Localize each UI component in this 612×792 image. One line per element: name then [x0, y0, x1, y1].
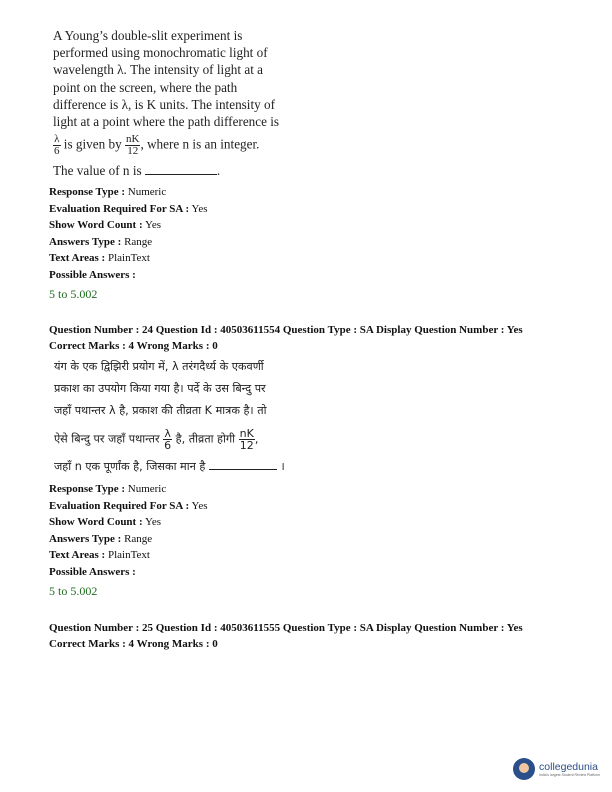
- question-line: point on the screen, where the path: [53, 79, 238, 95]
- possible-answers-row: Possible Answers :: [49, 268, 136, 281]
- hindi-line: प्रकाश का उपयोग किया गया है। पर्दे के उस बिन्दु पर: [54, 382, 266, 395]
- question-line: A Young’s double-slit experiment is: [53, 28, 243, 43]
- question-24-meta: [49, 481, 349, 599]
- response-type-row: Response Type : Numeric: [49, 186, 167, 198]
- hindi-formula-line: ऐसे बिन्दु पर जहाँ पथान्तर $\frac{\lambda}{6}$ है, तीव्रता होगी $\frac{nK}{12}$ ,: [54, 427, 259, 452]
- question-formula-line: [53, 134, 303, 162]
- hindi-value-line: जहाँ n एक पूर्णांक है, जिसका मान है ।: [54, 460, 285, 473]
- word-count-row: Show Word Count : Yes: [49, 516, 161, 529]
- fraction-lambda-over-6: $\frac{\lambda}{6}$: [164, 427, 172, 452]
- hindi-line: यंग के एक द्विझिरी प्रयोग में, λ तरंगदैर्ध्य के एकवर्णी: [54, 360, 264, 373]
- answer-blank: [145, 174, 217, 175]
- question-23-meta: [49, 184, 349, 302]
- logo-name: collegedunia: [539, 760, 598, 773]
- answers-type-row: Answers Type : Range: [49, 235, 153, 248]
- value-line: The value of n is .: [53, 163, 221, 179]
- is-given-by-text: is given by: [63, 136, 122, 152]
- fraction-nk-over-12: $\frac{nK}{12}$: [239, 427, 254, 452]
- possible-answers-row: Possible Answers :: [49, 565, 136, 578]
- evaluation-row: Evaluation Required For SA : Yes: [49, 202, 208, 215]
- formula-tail: , where n is an integer.: [140, 136, 260, 152]
- answers-type-row: Answers Type : Range: [49, 532, 153, 545]
- question-25-header: Question Number : 25 Question Id : 40503611555 Question Type : SA Display Question Number : Yes Correct Marks : 4 Wrong Marks : 0: [49, 622, 523, 650]
- word-count-row: Show Word Count : Yes: [49, 219, 161, 232]
- answer-blank: [209, 469, 277, 470]
- question-24-hindi-text: [54, 356, 304, 478]
- question-24-header: Question Number : 24 Question Id : 40503611554 Question Type : SA Display Question Number : Yes Correct Marks : 4 Wrong Marks : 0: [49, 324, 523, 352]
- fraction-nk-over-12: $\frac{nK}{12}$: [125, 133, 140, 158]
- student-avatar-icon: [513, 758, 535, 780]
- question-line: light at a point where the path difference is: [53, 114, 280, 130]
- question-23-text: [53, 27, 303, 179]
- collegedunia-logo: [513, 758, 600, 780]
- fraction-lambda-over-6: $\frac{\lambda}{6}$: [54, 133, 60, 158]
- question-line: difference is λ, is K units. The intensity of: [53, 96, 275, 112]
- response-type-row: Response Type : Numeric: [49, 483, 167, 495]
- question-line: wavelength λ. The intensity of light at a: [53, 62, 264, 78]
- possible-answer-value: 5 to 5.002: [49, 583, 98, 598]
- possible-answer-value: 5 to 5.002: [49, 286, 98, 301]
- evaluation-row: Evaluation Required For SA : Yes: [49, 499, 208, 512]
- text-areas-row: Text Areas : PlainText: [49, 252, 150, 265]
- hindi-line: जहाँ पथान्तर λ है, प्रकाश की तीव्रता K मात्रक है। तो: [54, 404, 267, 417]
- question-line: performed using monochromatic light of: [53, 45, 268, 61]
- text-areas-row: Text Areas : PlainText: [49, 549, 150, 562]
- logo-tagline: India's largest Student Review Platform: [539, 772, 600, 777]
